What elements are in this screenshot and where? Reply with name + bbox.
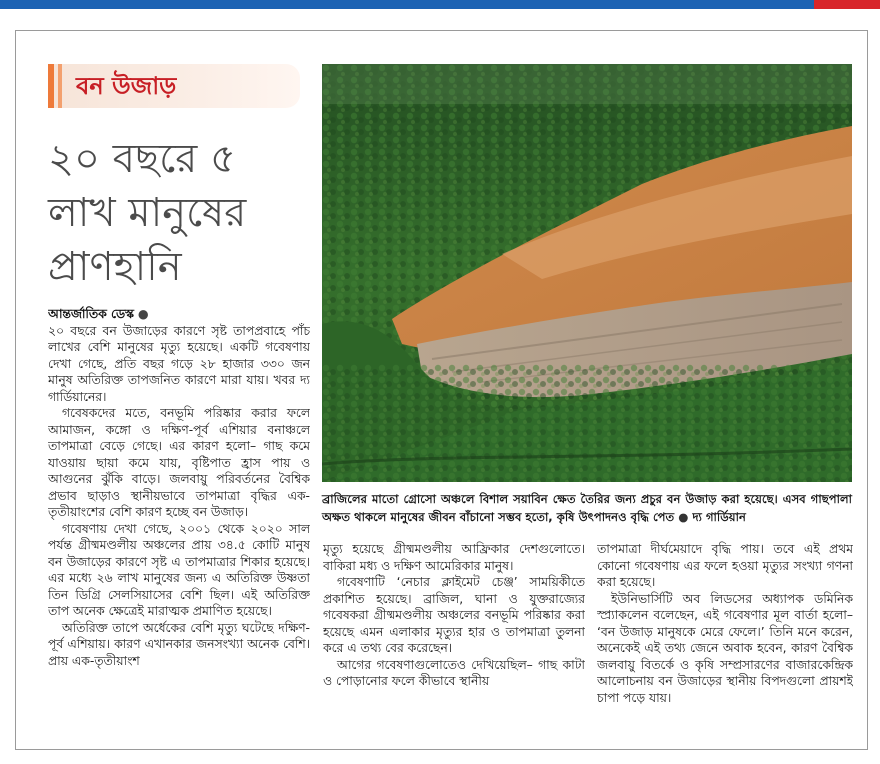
dateline: আন্তর্জাতিক ডেস্ক <box>48 307 134 321</box>
dateline-dot-icon: ● <box>137 307 149 321</box>
paragraph: আগের গবেষণাগুলোতেও দেখিয়েছিল– গাছ কাটা ও পোড়ানোর ফলে কীভাবে স্থানীয় <box>323 657 585 688</box>
headline-line: লাখ মানুষের <box>48 190 247 236</box>
article-column-right <box>597 541 853 732</box>
photo-caption <box>322 490 852 526</box>
article-column-left <box>48 306 310 732</box>
caption-text: ব্রাজিলের মাতো গ্রোসো অঞ্চলে বিশাল সয়াবিন ক্ষেত তৈরির জন্য প্রচুর বন উজাড় করা হয়েছে। এসব গাছপালা অক্ষত থাকলে মানুষের জীবন বাঁচানো সম্ভব হতো, কৃষি উৎপাদনও বৃদ্ধি পেত <box>322 492 852 524</box>
headline-line: প্রাণহানি <box>48 244 182 290</box>
section-label: বন উজাড় <box>76 72 177 100</box>
section-tag-bar-light <box>58 64 62 108</box>
paragraph: ২০ বছরে বন উজাড়ের কারণে সৃষ্ট তাপপ্রবাহে পাঁচ লাখের বেশি মানুষের মৃত্যু হয়েছে। একটি গবেষণায় দেখা গেছে, প্রতি বছর গড়ে ২৮ হাজার ৩৩০ জন মানুষ অতিরিক্ত তাপজনিত কারণে মারা যায়। খবর দ্য গার্ডিয়ানের। <box>48 323 310 404</box>
paragraph: গবেষণাটি ‘নেচার ক্লাইমেট চেঞ্জ’ সাময়িকীতে প্রকাশিত হয়েছে। ব্রাজিল, ঘানা ও যুক্তরাজ্যের গবেষকরা গ্রীষ্মমণ্ডলীয় অঞ্চলের বনভূমি পরিষ্কার করা হয়েছে এমন এলাকার মৃত্যুর হার ও তাপমাত্রা তুলনা করে এ তথ্য বের করেছেন। <box>323 575 585 655</box>
paragraph: তাপমাত্রা দীর্ঘমেয়াদে বৃদ্ধি পায়। তবে এই প্রথম কোনো গবেষণায় এর ফলে হওয়া মৃত্যুর সংখ্যা গণনা করা হয়েছে। <box>597 542 853 589</box>
photo-credit-text: দ্য গার্ডিয়ান <box>692 510 746 524</box>
section-tag-bar <box>48 64 54 108</box>
photo-credit <box>678 510 746 524</box>
paragraph: গবেষণায় দেখা গেছে, ২০০১ থেকে ২০২০ সাল পর্যন্ত গ্রীষ্মমণ্ডলীয় অঞ্চলের প্রায় ৩৪.৫ কোটি মানুষ বন উজাড়ের কারণে সৃষ্ট এ তাপমাত্রার শিকার হয়েছে। এর মধ্যে ২৬ লাখ মানুষের জন্য এ অতিরিক্ত উষ্ণতা তিন ডিগ্রি সেলসিয়াসের বেশি ছিল। এই অতিরিক্ত তাপ অনেক ক্ষেত্রেই মারাত্মক প্রমাণিত হয়েছে। <box>48 521 310 618</box>
headline <box>48 132 310 294</box>
paragraph: ইউনিভার্সিটি অব লিডসের অধ্যাপক ডমিনিক স্প্র্যাকলেন বলেছেন, এই গবেষণার মূল বার্তা হলো– ‘বন উজাড় মানুষকে মেরে ফেলে।’ তিনি মনে করেন, অনেকেই এই তথ্য জেনে অবাক হবেন, কারণ বৈশ্বিক জলবায়ু বিতর্কে ও কৃষি সম্প্রসারণের বাজারকেন্দ্রিক আলোচনায় বন উজাড়ের স্থানীয় বিপদগুলো প্রায়শই চাপা পড়ে যায়। <box>597 591 853 705</box>
paragraph: মৃত্যু হয়েছে গ্রীষ্মমণ্ডলীয় আফ্রিকার দেশগুলোতে। বাকিরা মধ্য ও দক্ষিণ আমেরিকার মানুষ। <box>323 542 585 573</box>
paragraph: গবেষকদের মতে, বনভূমি পরিষ্কার করার ফলে আমাজন, কঙ্গো ও দক্ষিণ-পূর্ব এশিয়ার বনাঞ্চলে তাপমাত্রা বেড়ে গেছে। এর কারণ হলো– গাছ কমে যাওয়ায় ছায়া কমে যায়, বৃষ্টিপাত হ্রাস পায় ও আগুনের ঝুঁকি বাড়ে। জলবায়ু পরিবর্তনের বৈশ্বিক প্রভাব ছাড়াও স্থানীয়ভাবে তাপমাত্রা বৃদ্ধির এক-তৃতীয়াংশের বেশি কারণ হচ্ছে বন উজাড়। <box>48 406 310 519</box>
top-rule <box>0 0 880 9</box>
headline-line: ২০ বছরে ৫ <box>48 136 236 182</box>
paragraph: অতিরিক্ত তাপে অর্ধেকের বেশি মৃত্যু ঘটেছে দক্ষিণ-পূর্ব এশিয়ায়। কারণ এখানকার জনসংখ্যা অনেক বেশি। প্রায় এক-তৃতীয়াংশ <box>48 620 310 668</box>
top-accent-bar <box>814 0 880 9</box>
deforestation-photo <box>322 64 852 482</box>
bullet-icon: ● <box>678 510 689 524</box>
article-column-middle <box>323 541 585 732</box>
